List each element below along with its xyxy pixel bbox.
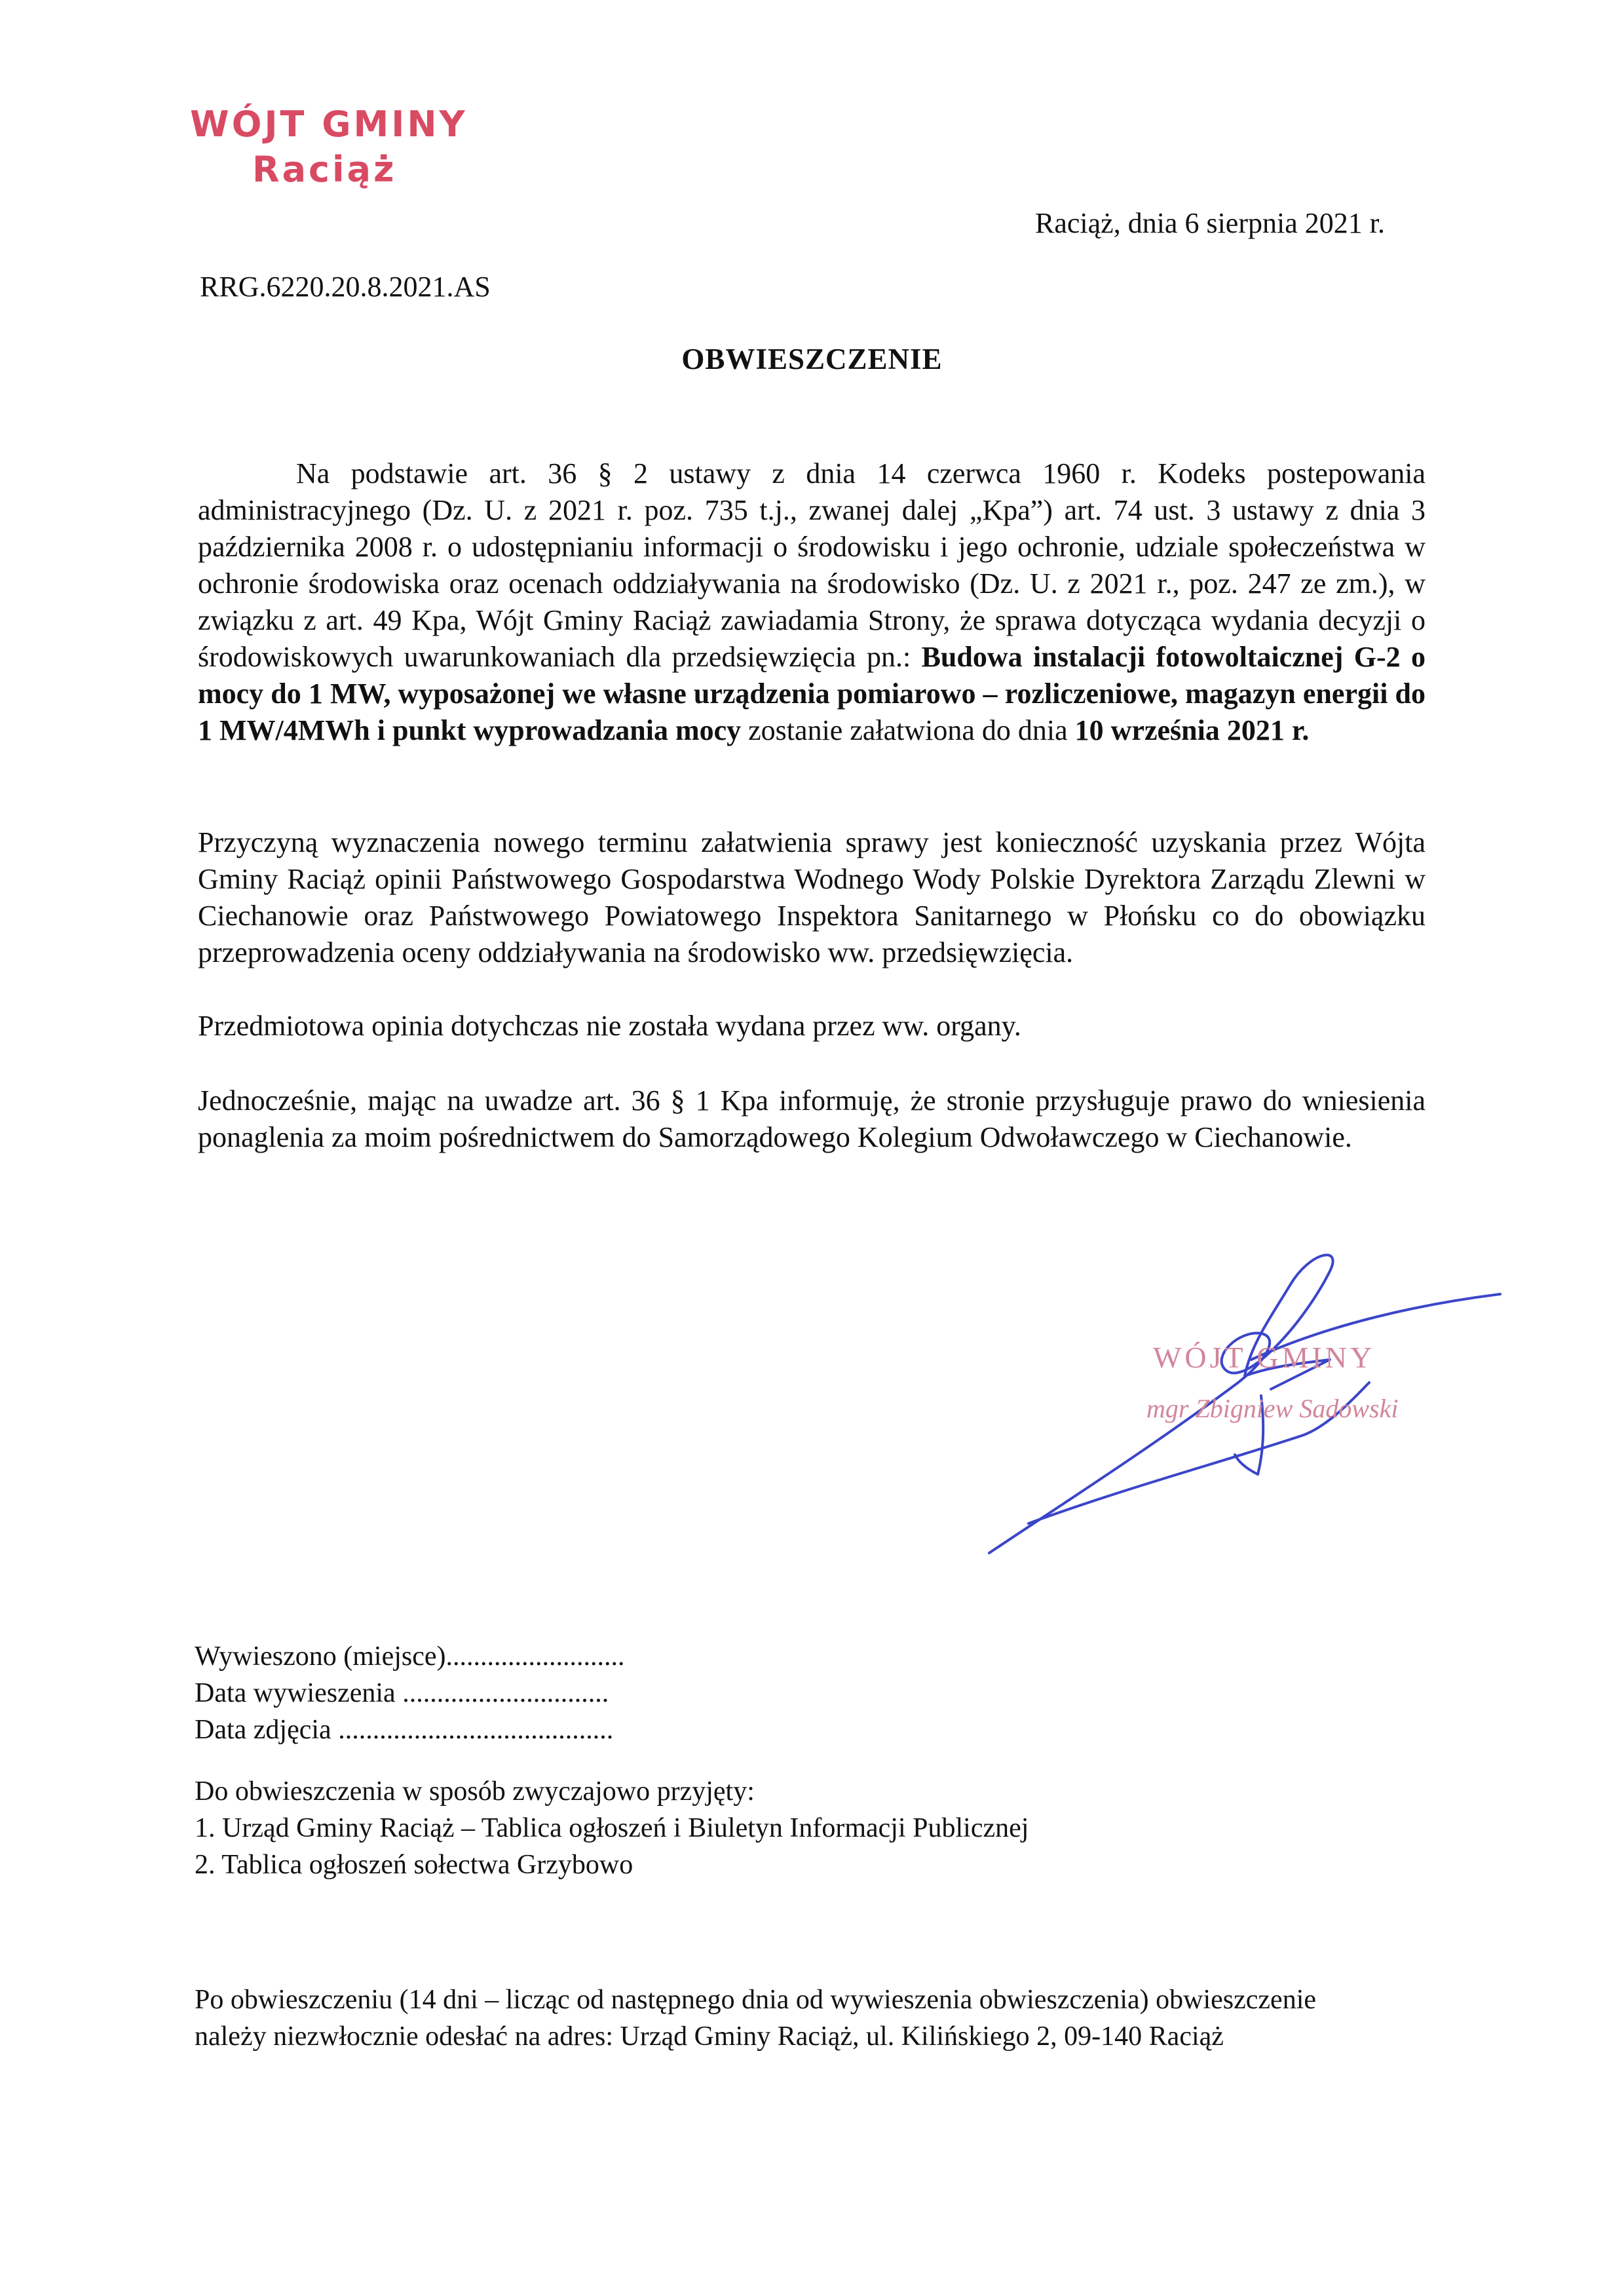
notice-paragraph-opinion-status: Przedmiotowa opinia dotychczas nie została wydana przez ww. organy. xyxy=(198,1010,1021,1042)
distribution-intro: Do obwieszczenia w sposób zwyczajowo przyjęty: xyxy=(195,1776,755,1807)
notice-paragraph-appeal-right: Jednocześnie, mając na uwadze art. 36 § 1 Kpa informuję, że stronie przysługuje prawo do wniesienia ponaglenia za moim pośrednictwem do Samorządowego Kolegium Odwoławczego w Ciechanowie. xyxy=(198,1084,1426,1153)
case-reference-number: RRG.6220.20.8.2021.AS xyxy=(200,271,491,303)
paragraph1-middle: zostanie załatwiona do dnia xyxy=(741,714,1075,746)
distribution-item: 2. Tablica ogłoszeń sołectwa Grzybowo xyxy=(195,1850,633,1880)
deadline-date: 10 września 2021 r. xyxy=(1074,714,1310,746)
removal-date-line: Data zdjęcia ........................................ xyxy=(195,1715,614,1745)
posting-date-line: Data wywieszenia .............................. xyxy=(195,1678,609,1708)
place-and-date: Raciąż, dnia 6 sierpnia 2021 r. xyxy=(1035,207,1385,239)
stamp-title: WÓJT GMINY xyxy=(190,104,468,145)
stamp-place: Raciąż xyxy=(252,149,397,190)
paragraph1-intro: Na podstawie art. 36 § 2 ustawy z dnia 14 czerwca 1960 r. Kodeks postepowania administracyjnego (Dz. U. z 2021 r. poz. 735 t.j., zwanej dalej „Kpa”) art. 74 ust. 3 ustawy z dnia 3 października 2008 r. o udostępnianiu informacji o środowisku i jego ochronie, udziale społeczeństwa w ochronie środowiska oraz ocenach oddziaływania na środowisko (Dz. U. z 2021 r., poz. 247 ze zm.), w związku z art. 49 Kpa, Wójt Gminy Raciąż zawiadamia Strony, że sprawa dotycząca wydania decyzji o środowiskowych uwarunkowaniach dla przedsięwzięcia pn.: xyxy=(198,457,1426,673)
posting-record xyxy=(195,1638,625,1748)
signature-stamp xyxy=(1146,1340,1422,1424)
return-instructions-line: należy niezwłocznie odesłać na adres: Urząd Gminy Raciąż, ul. Kilińskiego 2, 09-140 Raciąż xyxy=(195,2021,1224,2052)
signature-stamp-name: mgr Zbigniew Sadowski xyxy=(1146,1394,1399,1423)
return-instructions-line: Po obwieszczeniu (14 dni – licząc od następnego dnia od wywieszenia obwieszczenia) obwieszczenie xyxy=(195,1985,1317,2015)
office-stamp xyxy=(190,104,491,190)
return-instructions xyxy=(195,1981,1439,2055)
notice-paragraph-reason: Przyczyną wyznaczenia nowego terminu załatwienia sprawy jest konieczność uzyskania przez Wójta Gminy Raciąż opinii Państwowego Gospodarstwa Wodnego Wody Polskie Dyrektora Zarządu Zlewni w Ciechanowie oraz Państwowego Powiatowego Inspektora Sanitarnego w Płońsku co do obowiązku przeprowadzenia oceny oddziaływania na środowisko ww. przedsięwzięcia. xyxy=(198,826,1426,968)
signature-stamp-title: WÓJT GMINY xyxy=(1153,1341,1376,1374)
distribution-item: 1. Urząd Gminy Raciąż – Tablica ogłoszeń i Biuletyn Informacji Publicznej xyxy=(195,1813,1029,1843)
posting-place-line: Wywieszono (miejsce).......................... xyxy=(195,1641,625,1672)
notice-paragraph-legal-basis xyxy=(198,455,1426,749)
document-title: OBWIESZCZENIE xyxy=(681,343,943,375)
project-name: Budowa instalacji fotowoltaicznej G-2 o mocy do 1 MW, wyposażonej we własne urządzenia pomiarowo – rozliczeniowe, magazyn energii do 1 MW/4MWh i punkt wyprowadzania mocy xyxy=(198,641,1426,746)
distribution-list xyxy=(195,1773,1029,1883)
